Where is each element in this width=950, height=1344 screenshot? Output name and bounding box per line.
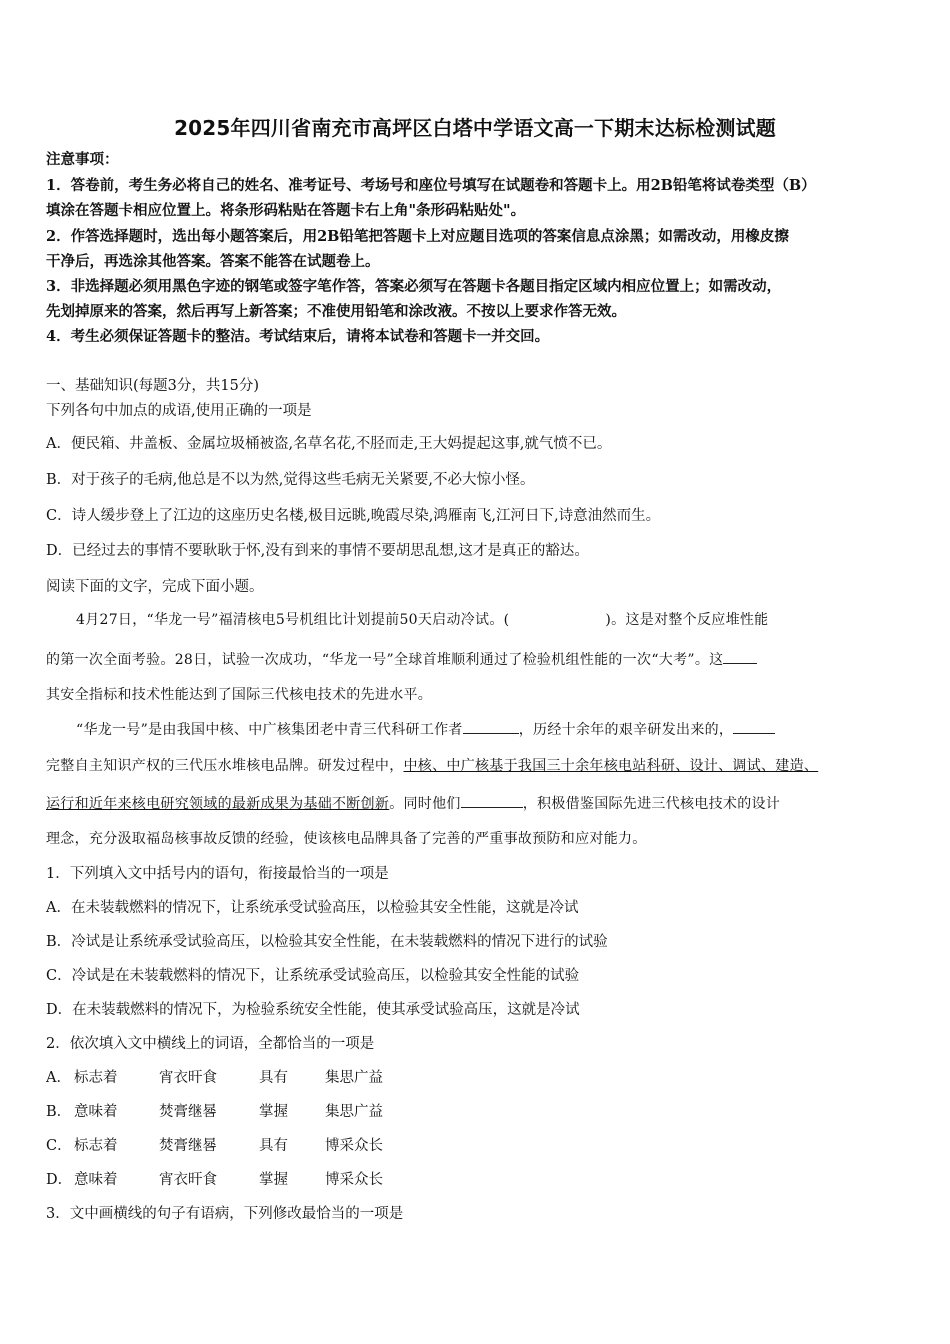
option-word: 博采众长 bbox=[325, 1138, 383, 1154]
option-word: 意味着 bbox=[74, 1104, 118, 1120]
question-stem: 3．文中画横线的句子有语病，下列修改最恰当的一项是 bbox=[46, 1206, 404, 1222]
answer-option-a: A．在未装载燃料的情况下，让系统承受试验高压，以检验其安全性能，这就是冷试 bbox=[46, 900, 579, 916]
notice-line: 先划掉原来的答案，然后再写上新答案；不准使用铅笔和涂改液。不按以上要求作答无效。 bbox=[46, 303, 626, 320]
option-word: 标志着 bbox=[74, 1070, 118, 1086]
notice-line: 2．作答选择题时，选出每小题答案后，用2B铅笔把答题卡上对应题目选项的答案信息点涂黑；如需改动，用橡皮擦 bbox=[46, 228, 789, 245]
passage-line bbox=[46, 793, 912, 814]
option-word: 焚膏继晷 bbox=[159, 1104, 217, 1120]
option-word: 宵衣旰食 bbox=[159, 1070, 217, 1086]
option-word: 掌握 bbox=[259, 1172, 288, 1188]
passage-text: “华龙一号”是由我国中核、中广核集团老中青三代科研工作者 bbox=[76, 722, 463, 738]
answer-option-d: D．在未装载燃料的情况下，为检验系统安全性能，使其承受试验高压，这就是冷试 bbox=[46, 1002, 580, 1018]
passage-line bbox=[46, 685, 912, 705]
answer-option-b bbox=[46, 1102, 910, 1122]
passage-text: 完整自主知识产权的三代压水堆核电品牌。研发过程中， bbox=[46, 758, 404, 774]
option-word: 宵衣旰食 bbox=[159, 1172, 217, 1188]
option-word: 焚膏继晷 bbox=[159, 1138, 217, 1154]
passage-text: 其安全指标和技术性能达到了国际三代核电技术的先进水平。 bbox=[46, 687, 433, 703]
passage-line bbox=[46, 756, 912, 776]
passage-line bbox=[46, 829, 912, 849]
answer-option-d bbox=[46, 1170, 910, 1190]
option-letter: B． bbox=[46, 1104, 72, 1120]
fill-blank bbox=[723, 649, 757, 664]
option-word: 意味着 bbox=[74, 1172, 118, 1188]
exam-title: 2025年四川省南充市高坪区白塔中学语文高一下期末达标检测试题 bbox=[174, 116, 776, 140]
fill-blank bbox=[461, 793, 523, 808]
answer-option-b: B．对于孩子的毛病,他总是不以为然,觉得这些毛病无关紧要,不必大惊小怪。 bbox=[46, 472, 535, 488]
answer-option-a: A．便民箱、井盖板、金属垃圾桶被盗,名草名花,不胫而走,王大妈提起这事,就气愤不已。 bbox=[46, 436, 612, 452]
passage-text: 。同时他们 bbox=[389, 796, 461, 812]
section-heading: 一、基础知识(每题3分，共15分) bbox=[46, 378, 259, 394]
notice-line: 4．考生必须保证答题卡的整洁。考试结束后，请将本试卷和答题卡一并交回。 bbox=[46, 328, 550, 345]
option-word: 具有 bbox=[259, 1138, 288, 1154]
answer-option-c: C．诗人缓步登上了江边的这座历史名楼,极目远眺,晚霞尽染,鸿雁南飞,江河日下,诗意油然而生。 bbox=[46, 508, 661, 524]
passage-text: 理念，充分汲取福岛核事故反馈的经验，使该核电品牌具备了完善的严重事故预防和应对能力。 bbox=[46, 831, 647, 847]
question-stem: 1．下列填入文中括号内的语句，衔接最恰当的一项是 bbox=[46, 866, 389, 882]
passage-text: ，历经十余年的艰辛研发出来的， bbox=[518, 722, 734, 738]
option-word: 集思广益 bbox=[325, 1104, 383, 1120]
answer-option-a bbox=[46, 1068, 910, 1088]
notice-line: 干净后，再选涂其他答案。答案不能答在试题卷上。 bbox=[46, 253, 380, 270]
passage-text: )。这是对整个反应堆性能 bbox=[605, 612, 769, 628]
option-letter: A． bbox=[46, 1070, 71, 1086]
notice-line: 1．答卷前，考生务必将自己的姓名、准考证号、考场号和座位号填写在试题卷和答题卡上。用2B铅笔将试卷类型（B） bbox=[46, 177, 816, 194]
underlined-sentence: 运行和近年来核电研究领域的最新成果为基础不断创新 bbox=[46, 796, 390, 812]
underlined-sentence: 中核、中广核基于我国三十余年核电站科研、设计、调试、建造、 bbox=[403, 758, 819, 774]
option-letter: D． bbox=[46, 1172, 73, 1188]
fill-blank bbox=[733, 719, 775, 734]
question-stem: 下列各句中加点的成语,使用正确的一项是 bbox=[46, 403, 312, 419]
option-word: 标志着 bbox=[74, 1138, 118, 1154]
notice-line: 3．非选择题必须用黑色字迹的钢笔或签字笔作答，答案必须写在答题卡各题目指定区域内相应位置上；如需改动， bbox=[46, 278, 782, 295]
option-word: 掌握 bbox=[259, 1104, 288, 1120]
answer-option-c bbox=[46, 1136, 910, 1156]
reading-intro: 阅读下面的文字，完成下面小题。 bbox=[46, 579, 264, 595]
passage-text: 4月27日，“华龙一号”福清核电5号机组比计划提前50天启动冷试。( bbox=[76, 612, 510, 628]
fill-blank bbox=[463, 719, 519, 734]
option-word: 具有 bbox=[259, 1070, 288, 1086]
passage-line bbox=[46, 610, 912, 630]
passage-text: ，积极借鉴国际先进三代核电技术的设计 bbox=[522, 796, 781, 812]
question-stem: 2．依次填入文中横线上的词语，全都恰当的一项是 bbox=[46, 1036, 375, 1052]
passage-line bbox=[46, 719, 912, 740]
answer-option-c: C．冷试是在未装载燃料的情况下，让系统承受试验高压，以检验其安全性能的试验 bbox=[46, 968, 580, 984]
answer-option-d: D．已经过去的事情不要耿耿于怀,没有到来的事情不要胡思乱想,这才是真正的豁达。 bbox=[46, 543, 589, 559]
answer-option-b: B．冷试是让系统承受试验高压，以检验其安全性能，在未装载燃料的情况下进行的试验 bbox=[46, 934, 608, 950]
passage-text: 的第一次全面考验。28日，试验一次成功，“华龙一号”全球首堆顺利通过了检验机组性能的一次“大考”。这 bbox=[46, 652, 724, 668]
notice-line: 填涂在答题卡相应位置上。将条形码粘贴在答题卡右上角"条形码粘贴处"。 bbox=[46, 202, 526, 219]
option-word: 博采众长 bbox=[325, 1172, 383, 1188]
option-letter: C． bbox=[46, 1138, 72, 1154]
notice-heading: 注意事项： bbox=[46, 151, 119, 168]
passage-line bbox=[46, 649, 912, 670]
option-word: 集思广益 bbox=[325, 1070, 383, 1086]
